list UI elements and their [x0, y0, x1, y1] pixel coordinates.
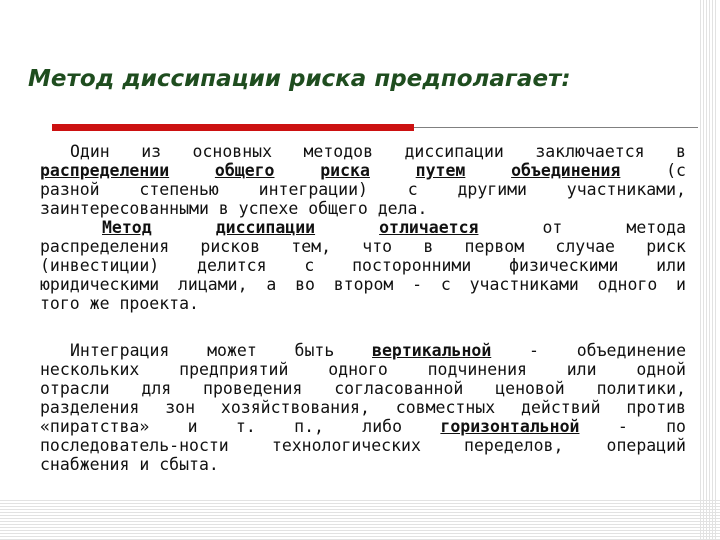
para1-text: Один из основных методов диссипации заключается в [70, 142, 686, 161]
para3-line [40, 360, 686, 379]
para3-text: последователь-ности технологических переделов, операций [40, 436, 686, 455]
faded-header-text: Методы диссипации и диссипативность [22, 36, 354, 57]
para2-line [40, 218, 686, 237]
para2-text: от метода [542, 218, 687, 237]
para2-text: (инвестиции) делится с посторонними физическими или [40, 256, 686, 275]
para1-text: разной степенью интеграции) с другими участниками, [40, 180, 686, 199]
para3-line [40, 417, 686, 436]
emphasis-term: Метод [102, 218, 152, 237]
emphasis-term: горизонтальной [440, 417, 580, 436]
emphasis-term: распределении [40, 161, 170, 180]
para3-text: Интеграция может быть [70, 341, 335, 360]
para3-line [40, 436, 686, 455]
para2-line [40, 237, 686, 256]
para2-text: распределения рисков тем, что в первом случае риск [40, 237, 686, 256]
slide-body [40, 142, 686, 474]
para3-line [40, 379, 686, 398]
para3-line [40, 341, 686, 360]
para3-line [40, 455, 686, 474]
emphasis-term: объединения [511, 161, 621, 180]
para2-line [40, 275, 686, 294]
para1-text: заинтересованными в успехе общего дела. [40, 199, 428, 218]
emphasis-term: общего [214, 161, 275, 180]
emphasis-term: путем [415, 161, 466, 180]
emphasis-term: диссипации [215, 218, 316, 237]
para3-line [40, 398, 686, 417]
para2-text: того же проекта. [40, 294, 199, 313]
para3-text: нескольких предприятий одного подчинения или одной [40, 360, 686, 379]
paragraph-gap [40, 313, 686, 341]
para3-text: - по [617, 417, 686, 436]
emphasis-term: отличается [379, 218, 479, 237]
emphasis-term: риска [320, 161, 370, 180]
para2-text: юридическими лицами, а во втором - с участниками одного и [40, 275, 686, 294]
para1-text: (с [666, 161, 686, 180]
para1-line [40, 161, 686, 180]
title-accent-bar [52, 124, 414, 131]
decorative-border-right [700, 0, 718, 540]
para3-text: «пиратства» и т. п., либо [40, 417, 403, 436]
para1-line [40, 142, 686, 161]
emphasis-term: вертикальной [372, 341, 492, 360]
para1-line [40, 180, 686, 199]
para2-line [40, 256, 686, 275]
para1-line [40, 199, 686, 218]
para3-text: отрасли для проведения согласованной ценовой политики, [40, 379, 686, 398]
para3-text: - объединение [529, 341, 686, 360]
para3-text: снабжения и сбыта. [40, 455, 219, 474]
slide-title: Метод диссипации риска предполагает: [28, 66, 571, 92]
decorative-border-bottom [0, 498, 720, 540]
para3-text: разделения зон хозяйствования, совместных действий против [40, 398, 686, 417]
para2-line [40, 294, 686, 313]
